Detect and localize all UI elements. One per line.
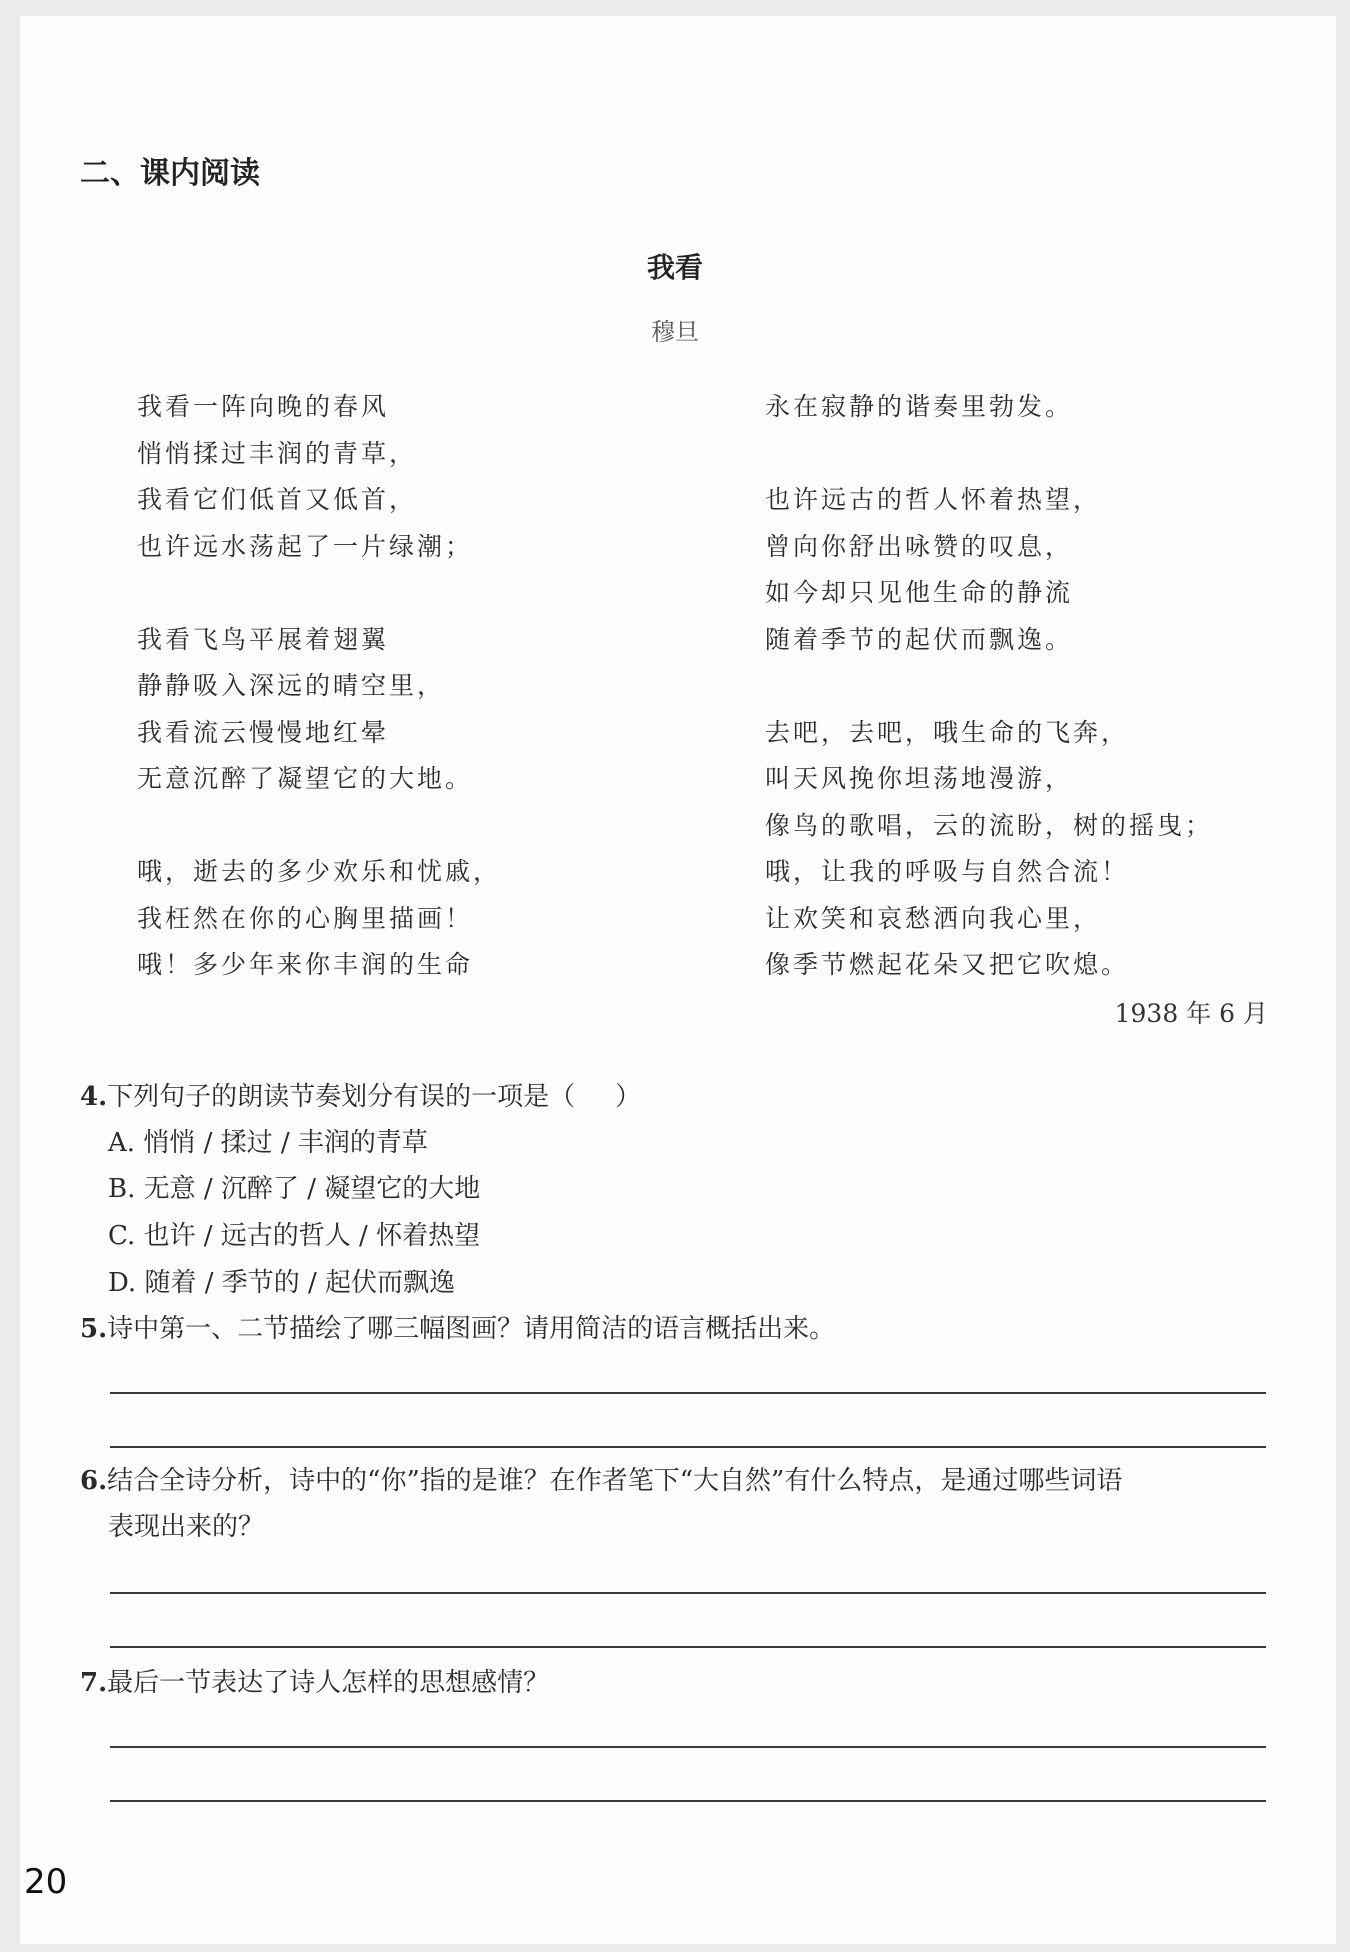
poem-line: 永在寂静的谐奏里勃发。	[765, 392, 1074, 421]
answer-line[interactable]	[110, 1800, 1266, 1802]
poem-line: 我看飞鸟平展着翅翼	[137, 624, 390, 654]
answer-line[interactable]	[110, 1592, 1266, 1594]
poem-date: 1938 年 6 月	[1114, 999, 1268, 1028]
question-text: 结合全诗分析，诗中的“你”指的是谁？在作者笔下“大自然”有什么特点，是通过哪些词语	[107, 1466, 1123, 1496]
question-5	[80, 1306, 835, 1352]
poem-line: 叫天风挽你坦荡地漫游，	[765, 764, 1074, 793]
answer-line[interactable]	[110, 1392, 1266, 1394]
poem-line: 曾向你舒出咏赞的叹息，	[765, 531, 1074, 561]
poem-line: 无意沉醉了凝望它的大地。	[137, 764, 474, 793]
answer-line[interactable]	[110, 1446, 1266, 1448]
poem-line: 我枉然在你的心胸里描画！	[137, 903, 474, 933]
poem-line: 也许远古的哲人怀着热望，	[765, 485, 1102, 514]
page-number: 20	[24, 1862, 68, 1902]
question-text: 下列句子的朗读节奏划分有误的一项是（	[107, 1082, 576, 1112]
poem-line: 随着季节的起伏而飘逸。	[765, 624, 1074, 654]
poem-line: 哦，让我的呼吸与自然合流！	[765, 857, 1130, 886]
question-paren-close: ）	[615, 1082, 642, 1112]
poem-line: 去吧，去吧，哦生命的飞奔，	[765, 717, 1130, 747]
poem-title: 我看	[646, 251, 703, 284]
poem-line: 像季节燃起花朵又把它吹熄。	[765, 950, 1130, 979]
question-text: 诗中第一、二节描绘了哪三幅图画？请用简洁的语言概括出来。	[107, 1314, 836, 1344]
option-c: C. 也许 / 远古的哲人 / 怀着热望	[108, 1221, 481, 1251]
option-d: D. 随着 / 季节的 / 起伏而飘逸	[108, 1268, 456, 1298]
poem-stanza-1	[137, 384, 501, 570]
poem-stanza-2	[137, 617, 501, 803]
poem-line: 也许远水荡起了一片绿潮；	[137, 531, 474, 561]
answer-line[interactable]	[110, 1746, 1266, 1748]
poem-line: 如今却只见他生命的静流	[765, 578, 1074, 607]
poem-line: 哦，逝去的多少欢乐和忧戚，	[137, 857, 502, 886]
question-number: 6.	[80, 1466, 108, 1496]
poem-author: 穆旦	[651, 318, 699, 346]
question-7	[80, 1660, 549, 1706]
poem-line: 哦！多少年来你丰润的生命	[137, 950, 474, 979]
answer-line[interactable]	[110, 1646, 1266, 1648]
poem-line: 让欢笑和哀愁洒向我心里，	[765, 903, 1102, 933]
poem-stanza-3	[137, 849, 501, 989]
question-4	[80, 1074, 641, 1120]
question-text: 最后一节表达了诗人怎样的思想感情？	[107, 1668, 550, 1698]
poem-stanza-5	[765, 710, 1213, 989]
poem-line: 静静吸入深远的晴空里，	[137, 671, 446, 700]
poem-line: 我看它们低首又低首，	[137, 485, 418, 514]
question-number: 7.	[80, 1668, 108, 1698]
poem-left-column	[137, 384, 501, 1035]
poem-line: 悄悄揉过丰润的青草，	[137, 438, 418, 468]
option-a: A. 悄悄 / 揉过 / 丰润的青草	[108, 1128, 428, 1158]
option-b: B. 无意 / 沉醉了 / 凝望它的大地	[108, 1174, 481, 1204]
poem-line: 我看流云慢慢地红晕	[137, 717, 390, 747]
poem-right-column	[765, 384, 1213, 1035]
poem-line: 像鸟的歌唱，云的流盼，树的摇曳；	[765, 810, 1214, 840]
question-number: 5.	[80, 1314, 108, 1344]
section-heading: 二、课内阅读	[80, 156, 260, 191]
question-6-continued: 表现出来的？	[108, 1512, 265, 1542]
poem-stanza-3-end	[765, 384, 1213, 431]
question-number: 4.	[80, 1082, 108, 1112]
poem-stanza-4	[765, 477, 1213, 663]
question-6	[80, 1458, 1122, 1504]
poem-line: 我看一阵向晚的春风	[137, 392, 390, 421]
